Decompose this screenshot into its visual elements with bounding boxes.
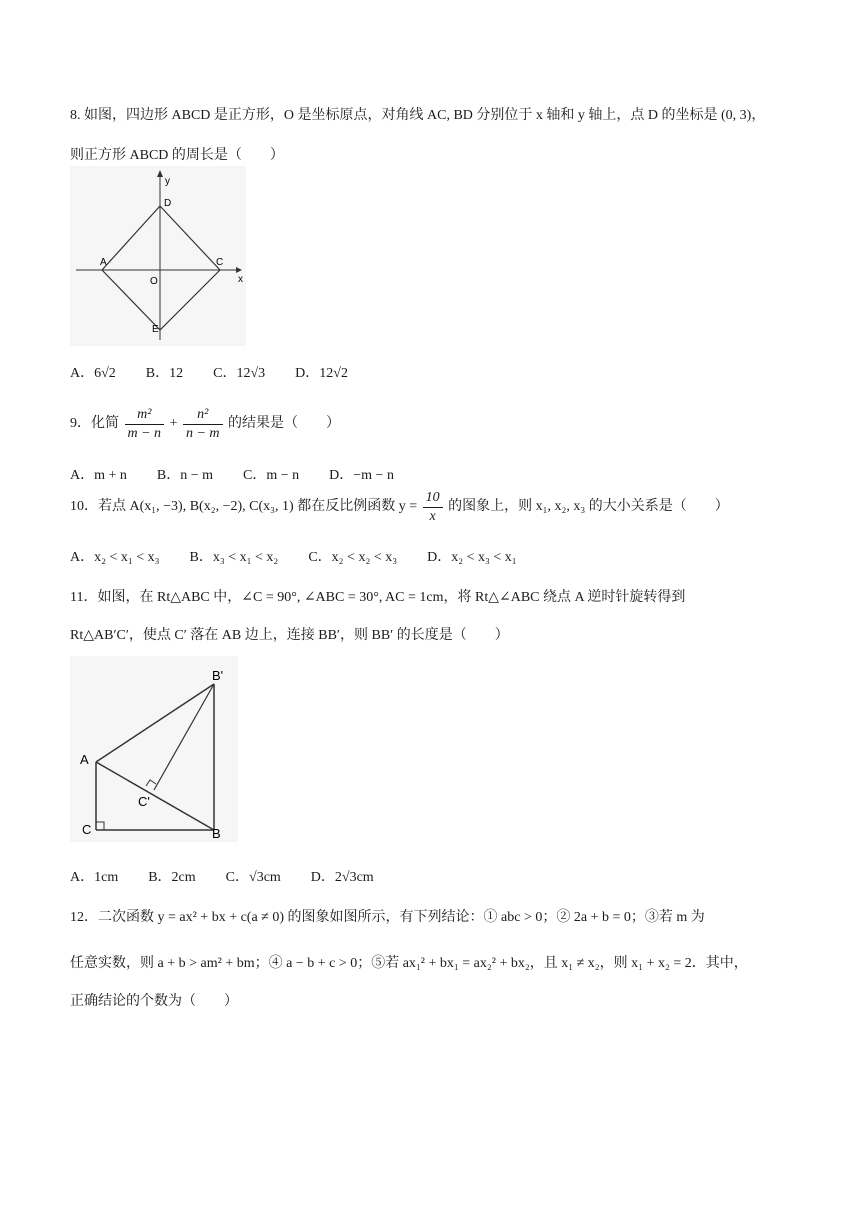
q11-option-b[interactable]: B．2cm <box>148 870 196 885</box>
q11-triangle-figure <box>70 656 238 842</box>
q9-plus: + <box>169 416 178 431</box>
q8-text-line1: 8. 如图，四边形 ABCD 是正方形，O 是坐标原点，对角线 AC, BD 分别位于 x 轴和 y 轴上，点 D 的坐标是 (0, 3)， <box>70 108 766 123</box>
q11-label-b-prime: B' <box>212 668 224 683</box>
q11-text-line1: 11．如图，在 Rt△ABC 中，∠C = 90°, ∠ABC = 30°, AC = 1cm，将 Rt△∠ABC 绕点 A 逆时针旋转得到 <box>70 590 686 605</box>
q11-right-angle-c <box>96 822 104 830</box>
q9-fraction-2 <box>183 406 223 443</box>
q9-suffix: 的结果是（ ） <box>228 416 341 431</box>
q11-options <box>70 866 404 886</box>
q11-label-a: A <box>80 752 89 767</box>
q8-option-b[interactable]: B．12 <box>145 366 184 381</box>
q12-text-line3: 正确结论的个数为（ ） <box>70 994 238 1009</box>
q10-option-c[interactable]: C．x₂ < x₂ < x₃ <box>308 550 398 565</box>
q9-options <box>70 464 424 484</box>
q9-option-a[interactable]: A．m + n <box>70 468 127 483</box>
q8-label-y: y <box>165 176 170 187</box>
q10-option-a[interactable]: A．x₂ < x₁ < x₃ <box>70 550 160 565</box>
q9-text <box>70 404 340 444</box>
q10-suffix: 的图象上，则 x₁, x₂, x₃ 的大小关系是（ ） <box>448 499 729 514</box>
q8-label-d: D <box>164 198 172 209</box>
q8-label-e: E <box>152 324 159 335</box>
q8-label-o: O <box>150 276 158 287</box>
q9-option-d[interactable]: D．−m − n <box>329 468 394 483</box>
q9-option-b[interactable]: B．n − m <box>156 468 214 483</box>
q8-x-axis-arrow <box>236 267 242 273</box>
q8-label-a: A <box>100 257 107 268</box>
q10-text <box>70 487 729 527</box>
q10-option-d[interactable]: D．x₂ < x₃ < x₁ <box>427 550 517 565</box>
q8-text-line2: 则正方形 ABCD 的周长是（ ） <box>70 148 284 163</box>
q9-prefix: 9．化简 <box>70 416 119 431</box>
q9-fraction-1 <box>125 406 165 443</box>
q8-label-x: x <box>238 274 243 285</box>
q10-fraction-numerator: 10 <box>423 489 443 508</box>
q11-segment-ab <box>96 762 214 830</box>
q11-option-d[interactable]: D．2√3cm <box>310 870 374 885</box>
q10-fraction <box>423 489 443 526</box>
q10-prefix: 10．若点 A(x₁, −3), B(x₂, −2), C(x₃, 1) 都在反比例函数 y = <box>70 499 418 514</box>
q12-text-line2: 任意实数，则 a + b > am² + bm；④ a − b + c > 0；⑤若 ax₁² + bx₁ = ax₂² + bx₂，且 x₁ ≠ x₂，则 x₁ + x₂ = 2．其中， <box>70 956 748 971</box>
q9-fraction-1-numerator: m² <box>125 406 165 425</box>
q9-fraction-2-numerator: n² <box>183 406 223 425</box>
q8-square <box>102 206 220 330</box>
q8-option-c[interactable]: C．12√3 <box>213 366 266 381</box>
q11-option-c[interactable]: C．√3cm <box>225 870 281 885</box>
q11-text-line2: Rt△AB′C′，使点 C′ 落在 AB 边上，连接 BB′，则 BB′ 的长度是（ ） <box>70 628 509 643</box>
q11-option-a[interactable]: A．1cm <box>70 870 119 885</box>
q11-segment-b-prime-c-prime <box>154 684 214 790</box>
q8-option-a[interactable]: A．6√2 <box>70 366 116 381</box>
q8-label-c: C <box>216 257 224 268</box>
q10-option-b[interactable]: B．x₃ < x₁ < x₂ <box>189 550 279 565</box>
q9-fraction-2-denominator: n − m <box>185 425 220 441</box>
q8-option-d[interactable]: D．12√2 <box>295 366 348 381</box>
q10-fraction-denominator: x <box>429 508 436 524</box>
q12-text-line1: 12．二次函数 y = ax² + bx + c(a ≠ 0) 的图象如图所示，有下列结论：① abc > 0；② 2a + b = 0；③若 m 为 <box>70 910 705 925</box>
q8-square-figure <box>70 166 246 346</box>
q9-option-c[interactable]: C．m − n <box>243 468 300 483</box>
q8-options <box>70 362 378 382</box>
q11-right-angle-c-prime <box>146 780 156 786</box>
q11-label-b: B <box>212 826 221 841</box>
q8-y-axis-arrow <box>157 170 163 177</box>
q9-fraction-1-denominator: m − n <box>127 425 162 441</box>
q11-label-c: C <box>82 822 92 837</box>
q10-options <box>70 546 547 566</box>
q11-segment-ab-prime <box>96 684 214 762</box>
q11-label-c-prime: C' <box>138 794 150 809</box>
